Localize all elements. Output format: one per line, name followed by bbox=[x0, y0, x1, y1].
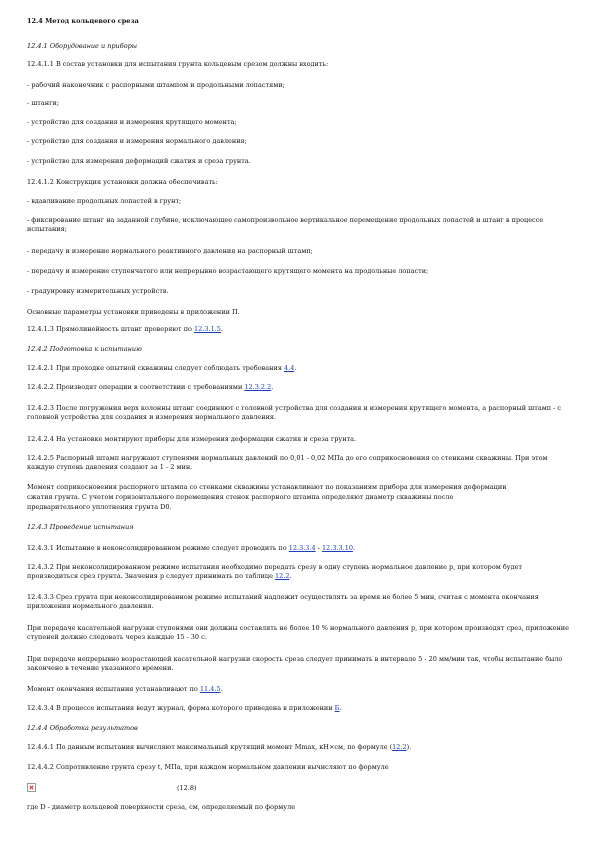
text: . bbox=[220, 685, 223, 693]
paragraph-12-4-2-1 bbox=[27, 364, 569, 373]
paragraph-12-4-4-1 bbox=[27, 743, 569, 752]
link-4-4[interactable]: 4.4 bbox=[284, 364, 295, 372]
paragraph-line: Момент соприкосновения распорного штампа со стенками скважины устанавливают по показаниям прибора для измерения деформации bbox=[27, 483, 507, 491]
list-item: - градуировку измерительных устройств. bbox=[27, 287, 169, 295]
list-item: - рабочий наконечник с распорными штампом и продольными лопастями; bbox=[27, 81, 285, 89]
paragraph-12-4-3-3: 12.4.3.3 Срез грунта при неконсолидированном режиме испытаний надлежит осуществлять за время не более 5 мин, считая с момента окончания приложения нормального давления. bbox=[27, 593, 539, 610]
list-item: - передачу и измерение нормального реактивного давления на распорный штамп; bbox=[27, 247, 313, 255]
link-table-12-2[interactable]: 12.2 bbox=[275, 572, 290, 580]
paragraph-12-4-3-1 bbox=[27, 544, 569, 553]
paragraph-12-4-2-3: 12.4.2.3 После погружения верх колонны штанг соединяют с головной устройства для создания и измерения крутящего момента, а распорный штамп - с головной устройства для создания и измерения нормального давления. bbox=[27, 404, 562, 421]
list-item: - устройство для создания и измерения нормального давления; bbox=[27, 137, 247, 145]
paragraph-test-end bbox=[27, 685, 569, 694]
link-appendix-b[interactable]: Б bbox=[334, 704, 340, 712]
text: 12.4.3.1 Испытание в неконсолидированном режиме следует проводить по bbox=[27, 544, 289, 552]
formula-row bbox=[27, 783, 327, 795]
text: Момент окончания испытания устанавливают по bbox=[27, 685, 200, 693]
text: . bbox=[220, 325, 223, 333]
subsection-title-preparation: 12.4.2 Подготовка к испытанию bbox=[27, 345, 142, 353]
params-note: Основные параметры установки приведены в приложении П. bbox=[27, 308, 240, 316]
list-item: - устройство для измерения деформаций сжатия и среза грунта. bbox=[27, 157, 251, 165]
subsection-title-equipment: 12.4.1 Оборудование и приборы bbox=[27, 42, 138, 50]
paragraph-shear-steps: При передаче касательной нагрузки ступенями они должны составлять не более 10 % нормального давления р, при котором производят срез, приложение ступеней должно следовать через каждые 15 - 30 с. bbox=[27, 624, 569, 641]
link-12-3-3-10[interactable]: 12.3.3.10 bbox=[321, 544, 353, 552]
link-12-3-3-4[interactable]: 12.3.3.4 bbox=[288, 544, 316, 552]
link-11-4-5[interactable]: 11.4.5 bbox=[199, 685, 221, 693]
paragraph-12-4-4-2: 12.4.4.2 Сопротивление грунта срезу t, МПа, при каждом нормальном давлении вычисляют по формуле bbox=[27, 763, 389, 771]
text: . bbox=[353, 544, 356, 552]
paragraph-12-4-3-2 bbox=[27, 563, 569, 581]
paragraph-12-4-2-4: 12.4.2.4 На установке монтируют приборы для измерения деформации сжатия и среза грунта. bbox=[27, 435, 357, 443]
text: 12.4.2.2 Производят операции в соответствии с требованиями bbox=[27, 383, 245, 391]
list-item: - вдавливание продольных лопастей в грунт; bbox=[27, 197, 182, 205]
list-item: - фиксирование штанг на заданной глубине, исключающее самопроизвольное вертикальное перемещение продольных лопастей и штанг в процессе испытания; bbox=[27, 216, 544, 233]
broken-image-icon bbox=[27, 783, 36, 792]
section-title: 12.4 Метод кольцевого среза bbox=[27, 17, 139, 25]
text: 12.4.3.2 При неконсолидированном режиме испытания необходимо передать срезу в одну ступень нормальное давление р, при котором будет производиться срез грунта. Значения р следует принимать по таблице bbox=[27, 563, 523, 580]
paragraph-line: предварительного уплотнения грунта D0. bbox=[27, 503, 172, 511]
text: 12.4.3.4 В процессе испытания ведут журнал, форма которого приведена в приложении bbox=[27, 704, 335, 712]
paragraph-12-4-2-2 bbox=[27, 383, 569, 392]
list-item: - штанги; bbox=[27, 99, 60, 107]
paragraph-line: сжатия грунта. С учетом горизонтального перемещения стенок распорного штампа определяют диаметр скважины после bbox=[27, 493, 454, 501]
text: . bbox=[339, 704, 342, 712]
text: 12.4.2.1 При проходке опытной скважины следует соблюдать требования bbox=[27, 364, 284, 372]
text: . bbox=[289, 572, 292, 580]
text: . bbox=[271, 383, 274, 391]
paragraph-12-4-1-3 bbox=[27, 325, 569, 334]
paragraph-12-4-1-1: 12.4.1.1 В состав установки для испытания грунта кольцевым срезом должны входить: bbox=[27, 60, 329, 68]
paragraph-12-4-3-4 bbox=[27, 704, 569, 713]
paragraph-12-4-2-5: 12.4.2.5 Распорный штамп нагружают ступенями нормальных давлений по 0,01 - 0,02 МПа до его соприкосновения со стенками скважины. При этом каждую ступень давления создают за 1 - 2 мин. bbox=[27, 454, 548, 471]
text: 12.4.4.1 По данным испытания вычисляют максимальный крутящий момент Mmax, кН×см, по формуле ( bbox=[27, 743, 393, 751]
link-12-3-1-5[interactable]: 12.3.1.5 bbox=[194, 325, 221, 333]
text: - bbox=[315, 544, 322, 552]
text: . bbox=[294, 364, 297, 372]
link-formula-12-2[interactable]: 12.2 bbox=[392, 743, 407, 751]
text: 12.4.1.3 Прямолинейность штанг проверяют по bbox=[27, 325, 195, 333]
subsection-title-testing: 12.4.3 Проведение испытания bbox=[27, 523, 134, 531]
link-12-3-2-2[interactable]: 12.3.2.2 bbox=[244, 383, 272, 391]
paragraph-shear-rate: При передаче непрерывно возрастающей касательной нагрузки скорость среза следует принимать в интервале 5 - 20 мм/мин так, чтобы испытание было закончено в течение указанного времени. bbox=[27, 655, 563, 672]
list-item: - передачу и измерение ступенчатого или непрерывно возрастающего крутящего момента на продольные лопасти; bbox=[27, 267, 429, 275]
subsection-title-results: 12.4.4 Обработка результатов bbox=[27, 724, 138, 732]
formula-number: (12.8) bbox=[177, 784, 197, 792]
where-line: где D - диаметр кольцевой поверхности среза, см, определяемый по формуле bbox=[27, 803, 296, 811]
paragraph-12-4-1-2: 12.4.1.2 Конструкция установки должна обеспечивать: bbox=[27, 178, 218, 186]
list-item: - устройство для создания и измерения крутящего момента; bbox=[27, 118, 237, 126]
text: ). bbox=[406, 743, 412, 751]
